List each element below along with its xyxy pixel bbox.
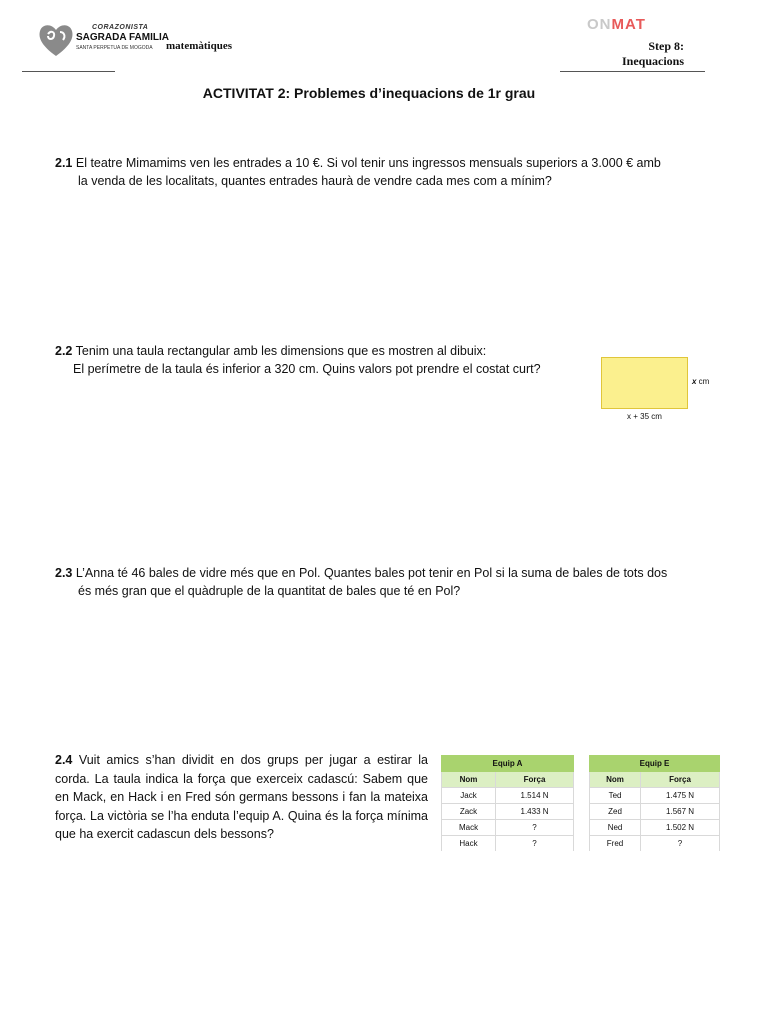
problem-2-1 — [55, 154, 705, 190]
rect-side-label: x cm — [692, 377, 710, 386]
player-name: Ned — [590, 820, 641, 836]
problem-text: El perímetre de la taula és inferior a 320 cm. Quins valors pot prendre el costat curt? — [73, 362, 541, 376]
player-name: Zed — [590, 804, 641, 820]
table-row — [442, 820, 574, 836]
school-logo — [36, 20, 169, 60]
column-header: Força — [496, 772, 574, 788]
logo-text-line3: SANTA PERPETUA DE MOGODA — [76, 45, 153, 51]
step-label — [622, 39, 684, 69]
player-force: 1.475 N — [641, 788, 720, 804]
problem-2-2 — [55, 342, 575, 378]
heart-logo-icon — [36, 20, 76, 60]
onmat-logo-part2: MAT — [611, 16, 646, 33]
table-title: Equip E — [590, 756, 720, 772]
table-rectangle-figure — [601, 357, 688, 409]
player-name: Mack — [442, 820, 496, 836]
table-row — [590, 788, 720, 804]
problem-number: 2.1 — [55, 156, 73, 170]
player-force: 1.514 N — [496, 788, 574, 804]
header-rule-left — [22, 71, 115, 72]
table-row — [590, 804, 720, 820]
logo-text-line2: SAGRADA FAMILIA — [76, 32, 169, 43]
logo-text-line1: CORAZONISTA — [92, 24, 149, 31]
problem-number: 2.3 — [55, 566, 73, 580]
player-force: ? — [496, 820, 574, 836]
problem-2-4 — [55, 751, 428, 844]
table-row — [442, 804, 574, 820]
player-name: Fred — [590, 836, 641, 852]
problem-text: la venda de les localitats, quantes entrades haurà de vendre cada mes com a mínim? — [78, 174, 552, 188]
header-rule-right — [560, 71, 705, 72]
problem-2-3 — [55, 564, 705, 600]
page-title: ACTIVITAT 2: Problemes d’inequacions de 1r grau — [202, 85, 536, 101]
table-title: Equip A — [442, 756, 574, 772]
player-name: Hack — [442, 836, 496, 852]
onmat-logo — [587, 16, 646, 33]
player-force: 1.502 N — [641, 820, 720, 836]
problem-text: Tenim una taula rectangular amb les dimensions que es mostren al dibuix: — [75, 344, 487, 358]
column-header: Nom — [442, 772, 496, 788]
onmat-logo-part1: ON — [587, 16, 612, 33]
problem-text: El teatre Mimamims ven les entrades a 10 €. Si vol tenir uns ingressos mensuals superiors a 3.000 € amb — [75, 156, 661, 170]
player-force: ? — [496, 836, 574, 852]
player-name: Zack — [442, 804, 496, 820]
team-a-table — [441, 755, 574, 851]
team-e-table — [589, 755, 720, 851]
column-header: Força — [641, 772, 720, 788]
problem-text: L’Anna té 46 bales de vidre més que en Pol. Quantes bales pot tenir en Pol si la suma de bales de tots dos — [75, 566, 668, 580]
problem-number: 2.4 — [55, 753, 73, 767]
step-number: Step 8: — [648, 39, 684, 53]
table-row — [442, 788, 574, 804]
subject-label: matemàtiques — [166, 40, 232, 52]
column-header: Nom — [590, 772, 641, 788]
player-force: 1.433 N — [496, 804, 574, 820]
player-name: Ted — [590, 788, 641, 804]
table-row — [590, 820, 720, 836]
step-topic: Inequacions — [621, 54, 684, 68]
player-name: Jack — [442, 788, 496, 804]
problem-text: és més gran que el quàdruple de la quantitat de bales que té en Pol? — [78, 584, 461, 598]
player-force: 1.567 N — [641, 804, 720, 820]
problem-number: 2.2 — [55, 344, 73, 358]
problem-text: Vuit amics s’han dividit en dos grups per jugar a estirar la corda. La taula indica la força que exerceix cadascú: Sabem que en Mack, en Hack i en Fred són germans bessons i fan la mateixa força. La victòria se l’ha enduta l’equip A. Quina és la força mínima que ha exercit cadascun dels bessons? — [55, 753, 429, 841]
table-row — [442, 836, 574, 852]
rect-bottom-label: x + 35 cm — [627, 412, 662, 421]
table-row — [590, 836, 720, 852]
player-force: ? — [641, 836, 720, 852]
